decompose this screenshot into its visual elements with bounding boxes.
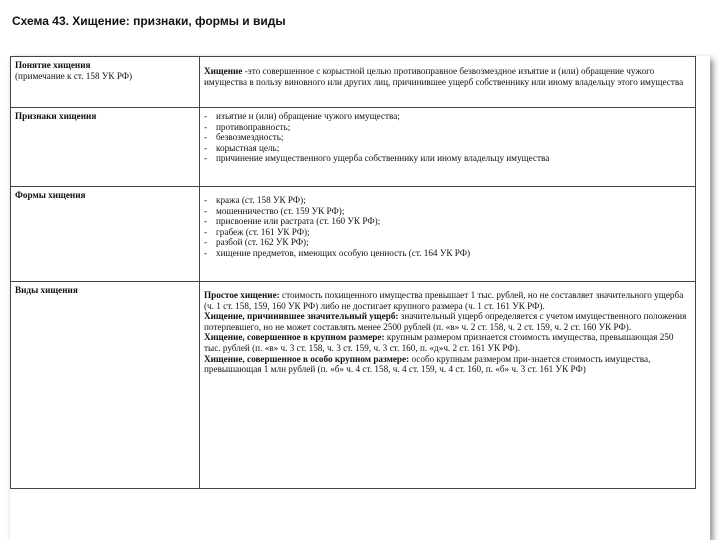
list-item: - корыстная цель; — [204, 143, 691, 154]
types-label: Виды хищения — [15, 285, 78, 295]
type-text: значительный ущерб определяется с учетом имущественного положения потерпевшего, но не может составлять менее 2500 рублей (п. «в» ч. 2 ст. 158, ч. 2 ст. 159, ч. 2 ст. 160 УК РФ). — [204, 311, 687, 332]
type-head: Простое хищение: — [204, 290, 280, 300]
cell-forms-label — [11, 187, 200, 282]
theft-table — [10, 56, 696, 489]
type-head: Хищение, совершенное в особо крупном размере: — [204, 353, 410, 364]
list-item: - грабеж (ст. 161 УК РФ); — [204, 227, 691, 238]
list-item: - хищение предметов, имеющих особую ценность (ст. 164 УК РФ) — [204, 248, 691, 259]
signs-label: Признаки хищения — [15, 111, 97, 121]
type-text: крупным размером признается стоимость имущества, превышающая 250 тыс. рублей (п. «в» ч. 3 ст. 158, ч. 3 ст. 159, ч. 3 ст. 160, п. «д»ч. 2 ст. 161 УК РФ). — [204, 332, 674, 353]
type-text: особо крупным размером при-знается стоимость имущества, превышающая 1 млн рублей (п. «б» ч. 4 ст. 158, ч. 4 ст. 159, ч. 4 ст. 160, п. «б» ч. 3 ст. 161 УК РФ) — [204, 353, 651, 375]
table-row-signs — [11, 108, 696, 187]
page-title: Схема 43. Хищение: признаки, формы и виды — [12, 14, 286, 28]
type-text: стоимость похищенного имущества превышает 1 тыс. рублей, но не составляет значительного ущерба (ч. 1 ст. 158, 159, 160 УК РФ) либо не достигает крупного размера (ч. 1 ст. 161 УК РФ). — [204, 290, 684, 311]
cell-concept-label — [11, 57, 200, 108]
table-row-types — [11, 282, 696, 489]
list-item: - кража (ст. 158 УК РФ); — [204, 195, 691, 206]
cell-signs-label — [11, 108, 200, 187]
concept-note: (примечание к ст. 158 УК РФ) — [15, 70, 133, 81]
table-row-forms — [11, 187, 696, 282]
list-item: - безвозмездность; — [204, 132, 691, 143]
list-item: - причинение имущественного ущерба собственнику или иному владельцу имущества — [204, 153, 691, 164]
signs-list — [204, 111, 691, 164]
list-item: - противоправность; — [204, 122, 691, 133]
type-head: Хищение, совершенное в крупном размере: — [204, 332, 385, 343]
type-section-especially-large — [204, 354, 691, 375]
table-row-concept — [11, 57, 696, 108]
type-section-large — [204, 332, 691, 353]
type-head: Хищение, причинившее значительный ущерб: — [204, 311, 399, 322]
cell-concept-definition — [200, 57, 696, 108]
forms-label: Формы хищения — [15, 190, 86, 200]
concept-label: Понятие хищения — [15, 60, 91, 70]
concept-term: Хищение — [204, 66, 243, 76]
cell-signs-list — [200, 108, 696, 187]
list-item: - мошенничество (ст. 159 УК РФ); — [204, 206, 691, 217]
cell-types-text — [200, 282, 696, 489]
concept-definition: -это совершенное с корыстной целью противоправное безвозмездное изъятие и (или) обращение чужого имущества в пользу виновного или других лиц, причинившее ущерб собственнику или иному владельцу этого имущества — [204, 66, 684, 87]
list-item: - разбой (ст. 162 УК РФ); — [204, 237, 691, 248]
list-item: - присвоение или растрата (ст. 160 УК РФ); — [204, 216, 691, 227]
type-section-significant — [204, 311, 691, 332]
list-item: - изъятие и (или) обращение чужого имущества; — [204, 111, 691, 122]
type-section-simple — [204, 290, 691, 311]
forms-list — [204, 195, 691, 259]
cell-types-label — [11, 282, 200, 489]
cell-forms-list — [200, 187, 696, 282]
document-slide — [10, 56, 710, 540]
